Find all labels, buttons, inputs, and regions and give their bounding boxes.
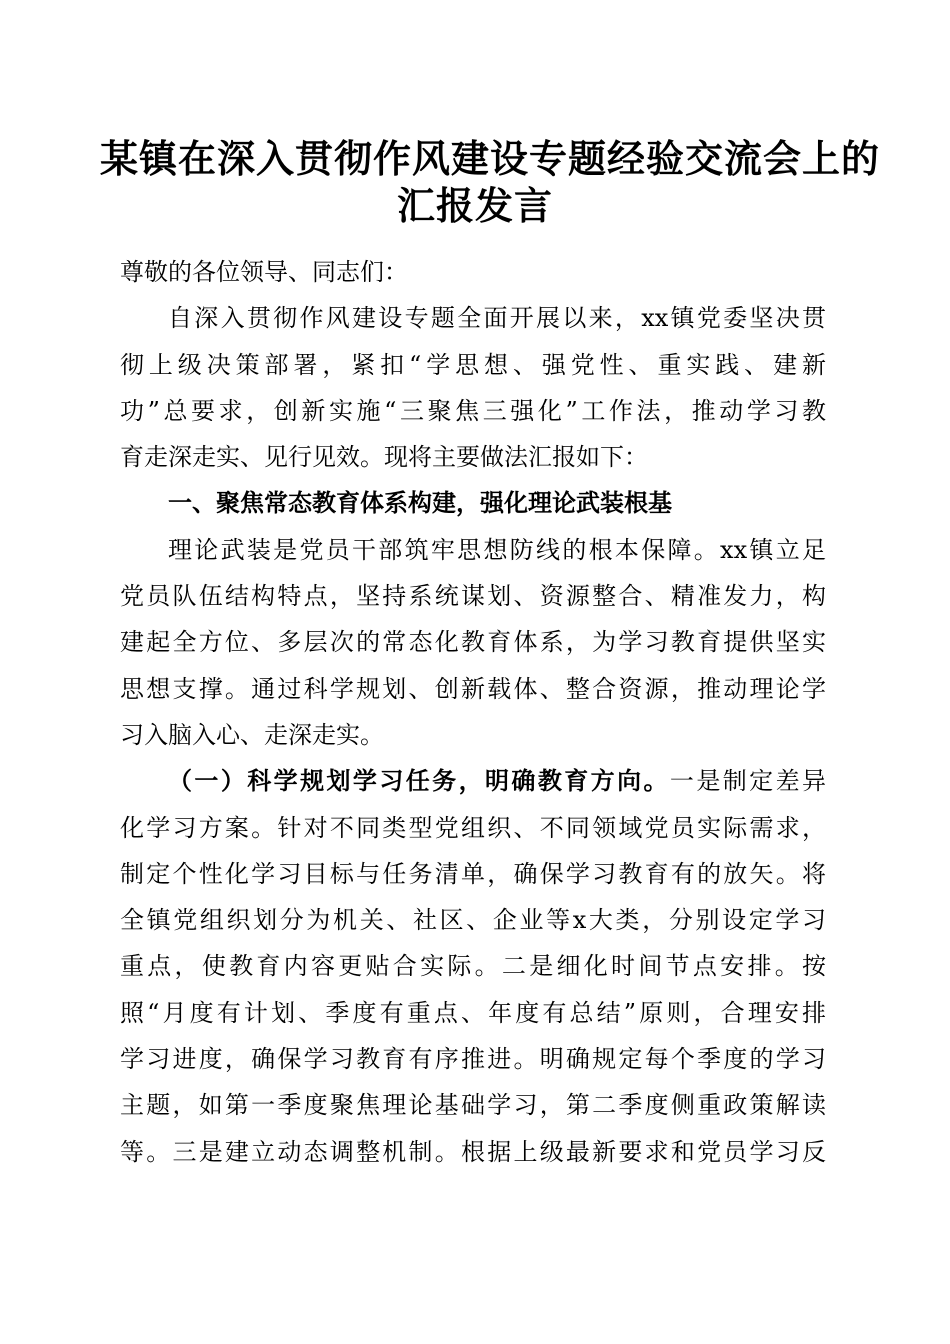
paragraph-line: 学习进度，确保学习教育有序推进。明确规定每个季度的学习 — [120, 1045, 826, 1074]
paragraph-line: 主题，如第一季度聚焦理论基础学习，第二季度侧重政策解读 — [120, 1091, 826, 1120]
paragraph-line: 化学习方案。针对不同类型党组织、不同领域党员实际需求， — [120, 813, 826, 842]
document-title-line-1: 某镇在深入贯彻作风建设专题经验交流会上的 — [100, 136, 881, 181]
subsection-first-line — [120, 758, 826, 804]
paragraph-line: 育走深走实、见行见效。现将主要做法汇报如下： — [120, 443, 648, 472]
document-body — [120, 249, 826, 1175]
paragraph-line: 制定个性化学习目标与任务清单，确保学习教育有的放矢。将 — [120, 859, 826, 888]
paragraph-line: 等。三是建立动态调整机制。根据上级最新要求和党员学习反 — [120, 1137, 826, 1166]
document-title-line-2: 汇报发言 — [396, 183, 553, 228]
paragraph-line: 重点，使教育内容更贴合实际。二是细化时间节点安排。按 — [120, 952, 826, 981]
subsection-text: 一是制定差异 — [669, 767, 827, 796]
paragraph-line: 彻上级决策部署，紧扣“学思想、强党性、重实践、建新 — [120, 350, 826, 379]
paragraph-line: 照“月度有计划、季度有重点、年度有总结”原则，合理安排 — [120, 998, 826, 1027]
salutation: 尊敬的各位领导、同志们： — [120, 258, 408, 286]
paragraph-line: 功”总要求，创新实施“三聚焦三强化”工作法，推动学习教 — [120, 396, 826, 425]
paragraph-line: 思想支撑。通过科学规划、创新载体、整合资源，推动理论学 — [120, 674, 826, 703]
paragraph-line: 理论武装是党员干部筑牢思想防线的根本保障。xx镇立足 — [168, 535, 826, 564]
subsection-title: （一）科学规划学习任务，明确教育方向。 — [168, 766, 670, 796]
paragraph-line: 党员队伍结构特点，坚持系统谋划、资源整合、精准发力，构 — [120, 582, 826, 611]
paragraph-line: 全镇党组织划分为机关、社区、企业等x大类，分别设定学习 — [120, 906, 826, 935]
section-heading: 一、聚焦常态教育体系构建，强化理论武装根基 — [168, 489, 672, 518]
paragraph-line: 习入脑入心、走深走实。 — [120, 720, 384, 749]
paragraph-line: 建起全方位、多层次的常态化教育体系，为学习教育提供坚实 — [120, 628, 826, 657]
paragraph-line: 自深入贯彻作风建设专题全面开展以来，xx镇党委坚决贯 — [168, 304, 826, 333]
